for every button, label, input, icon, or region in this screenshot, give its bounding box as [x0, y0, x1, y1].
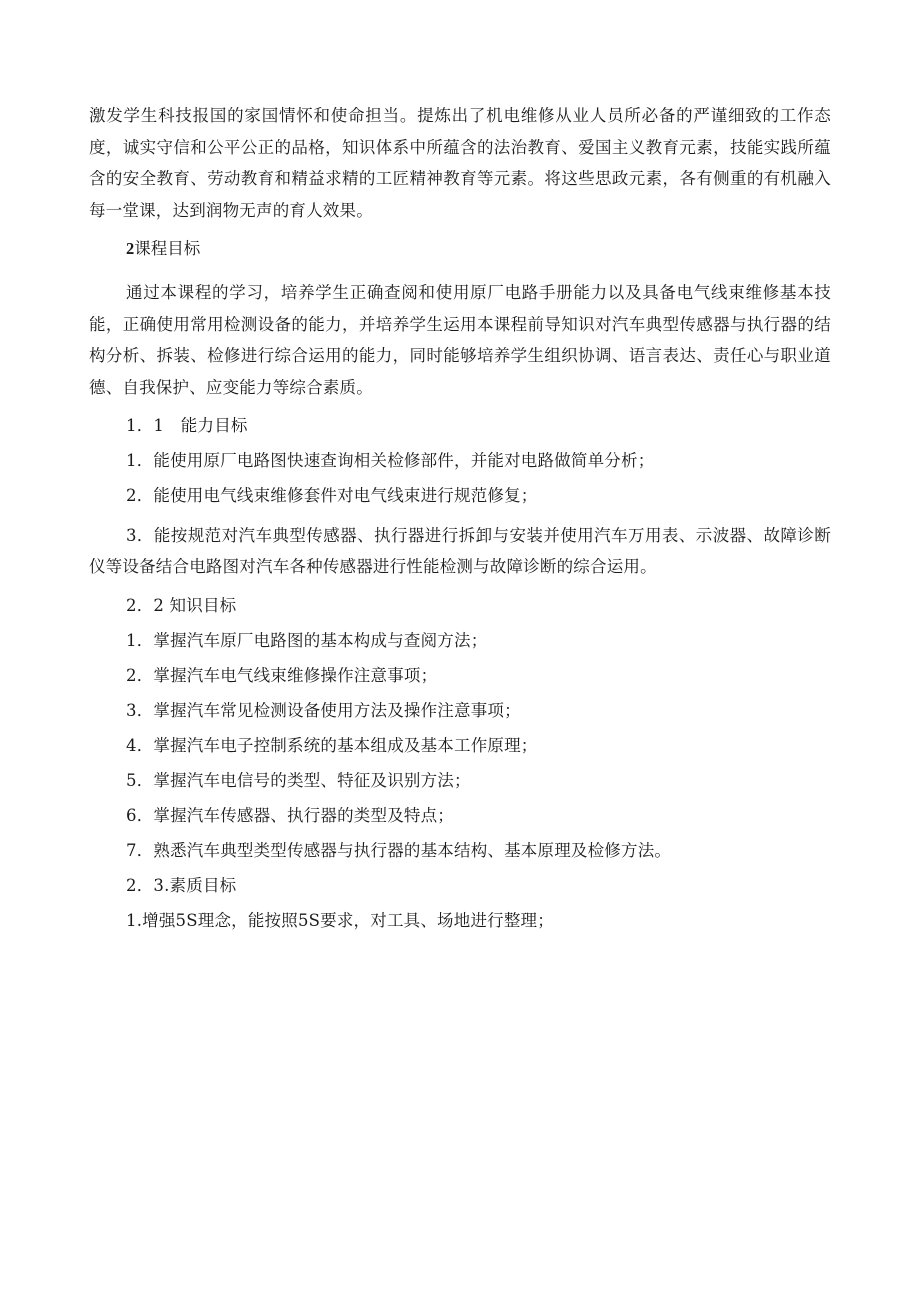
knowledge-item-3: 3．掌握汽车常见检测设备使用方法及操作注意事项； [126, 701, 521, 720]
ability-item-1: 1．能使用原厂电路图快速查询相关检修部件，并能对电路做简单分析； [126, 451, 655, 470]
ability-goals-title: 1．1 能力目标 [126, 416, 248, 435]
knowledge-item-7: 7．熟悉汽车典型类型传感器与执行器的基本结构、基本原理及检修方法。 [126, 841, 672, 860]
section-number: 2 [126, 239, 135, 258]
quality-item-1: 1.增强5S理念，能按照5S要求，对工具、场地进行整理； [126, 911, 554, 930]
ability-item-2: 2．能使用电气线束维修套件对电气线束进行规范修复； [126, 486, 538, 505]
knowledge-goals-title: 2．2 知识目标 [126, 596, 237, 615]
knowledge-item-2: 2．掌握汽车电气线束维修操作注意事项； [126, 666, 438, 685]
ability-item-3: 3．能按规范对汽车典型传感器、执行器进行拆卸与安装并使用汽车万用表、示波器、故障诊断仪等设备结合电路图对汽车各种传感器进行性能检测与故障诊断的综合运用。 [89, 526, 831, 576]
knowledge-item-6: 6．掌握汽车传感器、执行器的类型及特点； [126, 806, 454, 825]
document-page [89, 100, 831, 945]
knowledge-item-1: 1．掌握汽车原厂电路图的基本构成与查阅方法； [126, 631, 488, 650]
quality-goals-title: 2．3.素质目标 [126, 876, 237, 895]
intro-paragraph: 激发学生科技报国的家国情怀和使命担当。提炼出了机电维修从业人员所必备的严谨细致的工作态度，诚实守信和公平公正的品格，知识体系中所蕴含的法治教育、爱国主义教育元素，技能实践所蕴含的安全教育、劳动教育和精益求精的工匠精神教育等元素。将这些思政元素，各有侧重的有机融入每一堂课，达到润物无声的育人效果。 [89, 106, 831, 220]
section-title: 课程目标 [134, 239, 201, 258]
goals-intro-paragraph: 通过本课程的学习，培养学生正确查阅和使用原厂电路手册能力以及具备电气线束维修基本技能，正确使用常用检测设备的能力，并培养学生运用本课程前导知识对汽车典型传感器与执行器的结构分析、拆装、检修进行综合运用的能力，同时能够培养学生组织协调、语言表达、责任心与职业道德、自我保护、应变能力等综合素质。 [89, 283, 831, 397]
knowledge-item-5: 5．掌握汽车电信号的类型、特征及识别方法； [126, 771, 471, 790]
section-heading-course-goals [126, 238, 831, 260]
knowledge-item-4: 4．掌握汽车电子控制系统的基本组成及基本工作原理； [126, 736, 538, 755]
